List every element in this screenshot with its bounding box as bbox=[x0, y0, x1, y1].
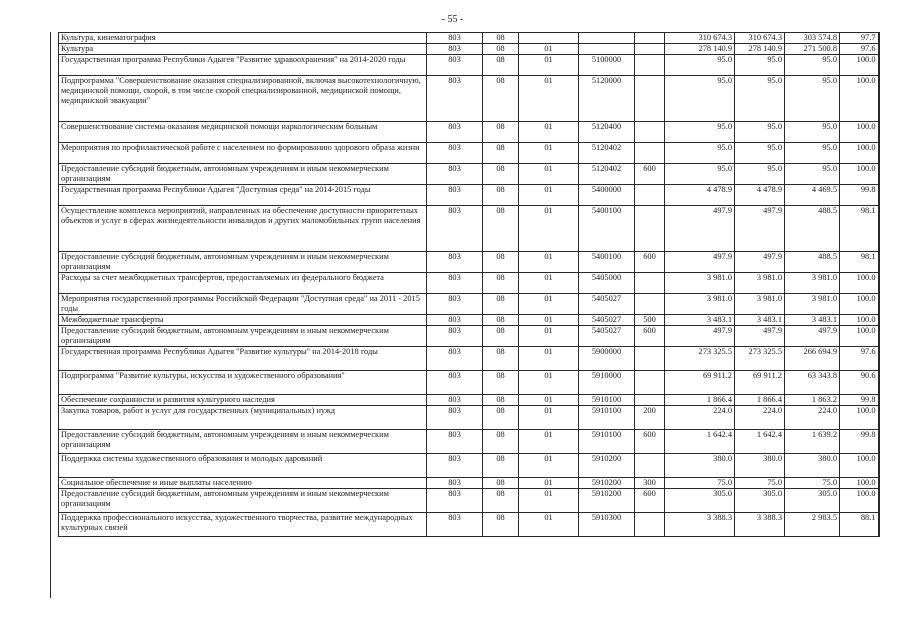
table-row bbox=[59, 55, 879, 76]
row-ministry-code: 803 bbox=[427, 76, 483, 122]
row-target-article bbox=[579, 44, 635, 55]
row-ministry-code: 803 bbox=[427, 326, 483, 347]
row-approved-amount: 273 325.5 bbox=[665, 347, 735, 371]
row-expense-type bbox=[635, 76, 665, 122]
row-approved-amount: 95.0 bbox=[665, 143, 735, 164]
row-target-article: 5405000 bbox=[579, 273, 635, 294]
row-approved-amount: 3 981.0 bbox=[665, 294, 735, 315]
row-adjusted-amount: 95.0 bbox=[735, 76, 785, 122]
table-row bbox=[59, 315, 879, 326]
row-subsection-code: 01 bbox=[519, 326, 579, 347]
row-execution-percent: 100.0 bbox=[840, 143, 879, 164]
row-execution-percent: 99.8 bbox=[840, 430, 879, 454]
row-adjusted-amount: 95.0 bbox=[735, 55, 785, 76]
row-executed-amount: 3 981.0 bbox=[785, 294, 840, 315]
row-subsection-code: 01 bbox=[519, 406, 579, 430]
row-name: Предоставление субсидий бюджетным, автономным учреждениям и иным некоммерческим организациям bbox=[59, 430, 427, 454]
row-adjusted-amount: 75.0 bbox=[735, 478, 785, 489]
row-ministry-code: 803 bbox=[427, 454, 483, 478]
row-name: Межбюджетные трансферты bbox=[59, 315, 427, 326]
row-expense-type: 600 bbox=[635, 489, 665, 513]
row-expense-type bbox=[635, 122, 665, 143]
table-row bbox=[59, 430, 879, 454]
row-approved-amount: 4 478.9 bbox=[665, 185, 735, 206]
row-subsection-code: 01 bbox=[519, 395, 579, 406]
row-adjusted-amount: 278 140.9 bbox=[735, 44, 785, 55]
row-subsection-code bbox=[519, 33, 579, 44]
row-execution-percent: 100.0 bbox=[840, 489, 879, 513]
row-name: Государственная программа Республики Адыгея "Развитие культуры" на 2014-2018 годы bbox=[59, 347, 427, 371]
row-expense-type bbox=[635, 347, 665, 371]
row-adjusted-amount: 69 911.2 bbox=[735, 371, 785, 395]
row-executed-amount: 4 469.5 bbox=[785, 185, 840, 206]
row-target-article: 5400000 bbox=[579, 185, 635, 206]
row-adjusted-amount: 380.0 bbox=[735, 454, 785, 478]
row-name: Предоставление субсидий бюджетным, автономным учреждениям и иным некоммерческим организациям bbox=[59, 326, 427, 347]
row-subsection-code: 01 bbox=[519, 478, 579, 489]
row-expense-type: 200 bbox=[635, 406, 665, 430]
row-target-article: 5910100 bbox=[579, 395, 635, 406]
row-name: Предоставление субсидий бюджетным, автономным учреждениям и иным некоммерческим организациям bbox=[59, 252, 427, 273]
row-adjusted-amount: 305.0 bbox=[735, 489, 785, 513]
row-adjusted-amount: 95.0 bbox=[735, 164, 785, 185]
row-target-article: 5120402 bbox=[579, 143, 635, 164]
row-name: Государственная программа Республики Адыгея "Доступная среда" на 2014-2015 годы bbox=[59, 185, 427, 206]
row-name: Мероприятия по профилактической работе с населением по формированию здорового образа жизни bbox=[59, 143, 427, 164]
row-approved-amount: 497.9 bbox=[665, 326, 735, 347]
row-name: Поддержка профессионального искусства, художественного творчества, развитие международных культурных связей bbox=[59, 513, 427, 537]
row-target-article: 5400100 bbox=[579, 252, 635, 273]
row-name: Культура bbox=[59, 44, 427, 55]
row-expense-type bbox=[635, 294, 665, 315]
row-executed-amount: 266 694.9 bbox=[785, 347, 840, 371]
row-approved-amount: 95.0 bbox=[665, 164, 735, 185]
row-execution-percent: 90.6 bbox=[840, 371, 879, 395]
row-subsection-code: 01 bbox=[519, 164, 579, 185]
row-ministry-code: 803 bbox=[427, 164, 483, 185]
row-ministry-code: 803 bbox=[427, 206, 483, 252]
row-ministry-code: 803 bbox=[427, 273, 483, 294]
row-expense-type bbox=[635, 206, 665, 252]
row-expense-type bbox=[635, 44, 665, 55]
row-approved-amount: 69 911.2 bbox=[665, 371, 735, 395]
row-expense-type bbox=[635, 33, 665, 44]
row-subsection-code: 01 bbox=[519, 273, 579, 294]
row-executed-amount: 75.0 bbox=[785, 478, 840, 489]
row-expense-type bbox=[635, 513, 665, 537]
row-section-code: 08 bbox=[483, 76, 519, 122]
row-subsection-code: 01 bbox=[519, 347, 579, 371]
row-expense-type bbox=[635, 371, 665, 395]
table-row bbox=[59, 395, 879, 406]
row-target-article: 5910200 bbox=[579, 478, 635, 489]
row-name: Обеспечение сохранности и развития культурного наследия bbox=[59, 395, 427, 406]
row-target-article: 5120000 bbox=[579, 76, 635, 122]
row-target-article: 5405027 bbox=[579, 315, 635, 326]
row-execution-percent: 100.0 bbox=[840, 76, 879, 122]
row-executed-amount: 224.0 bbox=[785, 406, 840, 430]
row-approved-amount: 380.0 bbox=[665, 454, 735, 478]
table-row bbox=[59, 44, 879, 55]
row-executed-amount: 63 343.8 bbox=[785, 371, 840, 395]
table-row bbox=[59, 76, 879, 122]
table-row bbox=[59, 122, 879, 143]
row-name: Осуществление комплекса мероприятий, направленных на обеспечение доступности приоритетных объектов и услуг в сферах жизнедеятельности инвалидов и других маломобильных групп населения bbox=[59, 206, 427, 252]
row-execution-percent: 98.1 bbox=[840, 252, 879, 273]
row-section-code: 08 bbox=[483, 454, 519, 478]
row-adjusted-amount: 497.9 bbox=[735, 252, 785, 273]
row-section-code: 08 bbox=[483, 252, 519, 273]
row-ministry-code: 803 bbox=[427, 294, 483, 315]
row-subsection-code: 01 bbox=[519, 206, 579, 252]
row-target-article bbox=[579, 33, 635, 44]
row-execution-percent: 100.0 bbox=[840, 326, 879, 347]
row-ministry-code: 803 bbox=[427, 185, 483, 206]
row-execution-percent: 100.0 bbox=[840, 122, 879, 143]
row-expense-type: 600 bbox=[635, 326, 665, 347]
table-row bbox=[59, 326, 879, 347]
row-executed-amount: 95.0 bbox=[785, 122, 840, 143]
row-ministry-code: 803 bbox=[427, 33, 483, 44]
row-approved-amount: 75.0 bbox=[665, 478, 735, 489]
row-execution-percent: 98.1 bbox=[840, 206, 879, 252]
row-executed-amount: 3 483.1 bbox=[785, 315, 840, 326]
row-execution-percent: 100.0 bbox=[840, 294, 879, 315]
row-ministry-code: 803 bbox=[427, 371, 483, 395]
row-executed-amount: 271 500.8 bbox=[785, 44, 840, 55]
row-approved-amount: 224.0 bbox=[665, 406, 735, 430]
row-subsection-code: 01 bbox=[519, 76, 579, 122]
row-adjusted-amount: 1 642.4 bbox=[735, 430, 785, 454]
row-target-article: 5910000 bbox=[579, 371, 635, 395]
row-name: Закупка товаров, работ и услуг для государственных (муниципальных) нужд bbox=[59, 406, 427, 430]
row-section-code: 08 bbox=[483, 315, 519, 326]
row-subsection-code: 01 bbox=[519, 143, 579, 164]
row-section-code: 08 bbox=[483, 371, 519, 395]
row-target-article: 5400100 bbox=[579, 206, 635, 252]
row-executed-amount: 95.0 bbox=[785, 143, 840, 164]
row-target-article: 5910100 bbox=[579, 430, 635, 454]
row-executed-amount: 95.0 bbox=[785, 76, 840, 122]
row-expense-type bbox=[635, 273, 665, 294]
row-approved-amount: 95.0 bbox=[665, 55, 735, 76]
row-executed-amount: 3 981.0 bbox=[785, 273, 840, 294]
row-section-code: 08 bbox=[483, 44, 519, 55]
row-execution-percent: 100.0 bbox=[840, 164, 879, 185]
row-adjusted-amount: 497.9 bbox=[735, 206, 785, 252]
row-approved-amount: 3 388.3 bbox=[665, 513, 735, 537]
row-executed-amount: 488.5 bbox=[785, 206, 840, 252]
row-target-article: 5405027 bbox=[579, 294, 635, 315]
row-section-code: 08 bbox=[483, 406, 519, 430]
table-row bbox=[59, 513, 879, 537]
row-target-article: 5100000 bbox=[579, 55, 635, 76]
row-expense-type bbox=[635, 395, 665, 406]
row-section-code: 08 bbox=[483, 430, 519, 454]
row-name: Расходы за счет межбюджетных трансфертов, предоставляемых из федерального бюджета bbox=[59, 273, 427, 294]
row-ministry-code: 803 bbox=[427, 55, 483, 76]
row-executed-amount: 303 574.8 bbox=[785, 33, 840, 44]
row-section-code: 08 bbox=[483, 347, 519, 371]
row-section-code: 08 bbox=[483, 185, 519, 206]
row-subsection-code: 01 bbox=[519, 294, 579, 315]
row-adjusted-amount: 4 478.9 bbox=[735, 185, 785, 206]
row-name: Предоставление субсидий бюджетным, автономным учреждениям и иным некоммерческим организациям bbox=[59, 489, 427, 513]
row-target-article: 5120402 bbox=[579, 164, 635, 185]
row-subsection-code: 01 bbox=[519, 315, 579, 326]
row-subsection-code: 01 bbox=[519, 489, 579, 513]
row-name: Предоставление субсидий бюджетным, автономным учреждениям и иным некоммерческим организациям bbox=[59, 164, 427, 185]
row-adjusted-amount: 310 674.3 bbox=[735, 33, 785, 44]
row-expense-type: 600 bbox=[635, 252, 665, 273]
table-row bbox=[59, 406, 879, 430]
row-adjusted-amount: 497.9 bbox=[735, 326, 785, 347]
table-row bbox=[59, 252, 879, 273]
page-number: - 55 - bbox=[441, 14, 464, 25]
row-subsection-code: 01 bbox=[519, 513, 579, 537]
row-subsection-code: 01 bbox=[519, 430, 579, 454]
table-row bbox=[59, 454, 879, 478]
row-execution-percent: 99.8 bbox=[840, 395, 879, 406]
row-executed-amount: 488.5 bbox=[785, 252, 840, 273]
left-margin-rule bbox=[50, 32, 51, 598]
table-row bbox=[59, 489, 879, 513]
row-ministry-code: 803 bbox=[427, 430, 483, 454]
table-row bbox=[59, 164, 879, 185]
row-expense-type: 600 bbox=[635, 164, 665, 185]
table-row bbox=[59, 478, 879, 489]
row-target-article: 5405027 bbox=[579, 326, 635, 347]
row-approved-amount: 278 140.9 bbox=[665, 44, 735, 55]
row-name: Культура, кинематография bbox=[59, 33, 427, 44]
row-target-article: 5120400 bbox=[579, 122, 635, 143]
table-row bbox=[59, 33, 879, 44]
row-section-code: 08 bbox=[483, 513, 519, 537]
row-executed-amount: 2 983.5 bbox=[785, 513, 840, 537]
row-name: Социальное обеспечение и иные выплаты населению bbox=[59, 478, 427, 489]
row-approved-amount: 1 642.4 bbox=[665, 430, 735, 454]
row-ministry-code: 803 bbox=[427, 395, 483, 406]
row-ministry-code: 803 bbox=[427, 489, 483, 513]
row-approved-amount: 3 981.0 bbox=[665, 273, 735, 294]
row-ministry-code: 803 bbox=[427, 478, 483, 489]
row-execution-percent: 100.0 bbox=[840, 273, 879, 294]
row-execution-percent: 97.6 bbox=[840, 347, 879, 371]
row-name: Мероприятия государственной программы Российской Федерации "Доступная среда" на 2011 - 2015 годы bbox=[59, 294, 427, 315]
row-ministry-code: 803 bbox=[427, 122, 483, 143]
row-approved-amount: 95.0 bbox=[665, 76, 735, 122]
row-execution-percent: 100.0 bbox=[840, 406, 879, 430]
row-approved-amount: 305.0 bbox=[665, 489, 735, 513]
row-target-article: 5910200 bbox=[579, 489, 635, 513]
row-executed-amount: 380.0 bbox=[785, 454, 840, 478]
row-subsection-code: 01 bbox=[519, 252, 579, 273]
row-subsection-code: 01 bbox=[519, 185, 579, 206]
row-name: Государственная программа Республики Адыгея "Развитие здравоохранения" на 2014-2020 годы bbox=[59, 55, 427, 76]
row-adjusted-amount: 273 325.5 bbox=[735, 347, 785, 371]
row-expense-type: 600 bbox=[635, 430, 665, 454]
row-ministry-code: 803 bbox=[427, 44, 483, 55]
row-target-article: 5910100 bbox=[579, 406, 635, 430]
row-approved-amount: 497.9 bbox=[665, 252, 735, 273]
row-adjusted-amount: 3 483.1 bbox=[735, 315, 785, 326]
row-name: Подпрограмма "Совершенствование оказания специализированной, включая высокотехнологичную, медицинской помощи, скорой, в том числе скорой специализированной, медицинской помощи, медицинской эвакуации" bbox=[59, 76, 427, 122]
row-approved-amount: 310 674.3 bbox=[665, 33, 735, 44]
row-adjusted-amount: 3 981.0 bbox=[735, 273, 785, 294]
row-ministry-code: 803 bbox=[427, 252, 483, 273]
row-executed-amount: 497.9 bbox=[785, 326, 840, 347]
row-subsection-code: 01 bbox=[519, 454, 579, 478]
row-execution-percent: 99.8 bbox=[840, 185, 879, 206]
row-target-article: 5900000 bbox=[579, 347, 635, 371]
table-row bbox=[59, 371, 879, 395]
row-expense-type bbox=[635, 185, 665, 206]
row-adjusted-amount: 95.0 bbox=[735, 143, 785, 164]
row-expense-type: 300 bbox=[635, 478, 665, 489]
table-row bbox=[59, 143, 879, 164]
row-name: Совершенствование системы оказания медицинской помощи наркологическим больным bbox=[59, 122, 427, 143]
row-executed-amount: 305.0 bbox=[785, 489, 840, 513]
row-execution-percent: 100.0 bbox=[840, 478, 879, 489]
row-adjusted-amount: 3 388.3 bbox=[735, 513, 785, 537]
row-section-code: 08 bbox=[483, 273, 519, 294]
row-section-code: 08 bbox=[483, 143, 519, 164]
row-approved-amount: 1 866.4 bbox=[665, 395, 735, 406]
row-ministry-code: 803 bbox=[427, 315, 483, 326]
row-ministry-code: 803 bbox=[427, 513, 483, 537]
row-expense-type: 500 bbox=[635, 315, 665, 326]
table-row bbox=[59, 206, 879, 252]
row-section-code: 08 bbox=[483, 122, 519, 143]
row-executed-amount: 1 863.2 bbox=[785, 395, 840, 406]
row-execution-percent: 100.0 bbox=[840, 55, 879, 76]
row-execution-percent: 100.0 bbox=[840, 454, 879, 478]
row-adjusted-amount: 224.0 bbox=[735, 406, 785, 430]
row-section-code: 08 bbox=[483, 489, 519, 513]
table-row bbox=[59, 294, 879, 315]
table-row bbox=[59, 185, 879, 206]
row-target-article: 5910300 bbox=[579, 513, 635, 537]
row-name: Поддержка системы художественного образования и молодых дарований bbox=[59, 454, 427, 478]
row-name: Подпрограмма "Развитие культуры, искусства и художественного образования" bbox=[59, 371, 427, 395]
row-subsection-code: 01 bbox=[519, 55, 579, 76]
row-section-code: 08 bbox=[483, 395, 519, 406]
row-section-code: 08 bbox=[483, 326, 519, 347]
row-execution-percent: 97.7 bbox=[840, 33, 879, 44]
row-execution-percent: 88.1 bbox=[840, 513, 879, 537]
row-section-code: 08 bbox=[483, 206, 519, 252]
row-subsection-code: 01 bbox=[519, 122, 579, 143]
row-subsection-code: 01 bbox=[519, 371, 579, 395]
row-section-code: 08 bbox=[483, 294, 519, 315]
row-ministry-code: 803 bbox=[427, 406, 483, 430]
row-expense-type bbox=[635, 55, 665, 76]
row-expense-type bbox=[635, 454, 665, 478]
row-adjusted-amount: 1 866.4 bbox=[735, 395, 785, 406]
row-section-code: 08 bbox=[483, 33, 519, 44]
row-subsection-code: 01 bbox=[519, 44, 579, 55]
budget-table bbox=[58, 32, 880, 537]
row-approved-amount: 3 483.1 bbox=[665, 315, 735, 326]
row-executed-amount: 95.0 bbox=[785, 164, 840, 185]
row-executed-amount: 1 639.2 bbox=[785, 430, 840, 454]
row-executed-amount: 95.0 bbox=[785, 55, 840, 76]
row-adjusted-amount: 3 981.0 bbox=[735, 294, 785, 315]
row-ministry-code: 803 bbox=[427, 143, 483, 164]
row-execution-percent: 97.6 bbox=[840, 44, 879, 55]
row-execution-percent: 100.0 bbox=[840, 315, 879, 326]
row-approved-amount: 497.9 bbox=[665, 206, 735, 252]
row-ministry-code: 803 bbox=[427, 347, 483, 371]
row-section-code: 08 bbox=[483, 478, 519, 489]
table-body bbox=[59, 33, 879, 537]
row-adjusted-amount: 95.0 bbox=[735, 122, 785, 143]
row-section-code: 08 bbox=[483, 55, 519, 76]
row-expense-type bbox=[635, 143, 665, 164]
row-approved-amount: 95.0 bbox=[665, 122, 735, 143]
row-target-article: 5910200 bbox=[579, 454, 635, 478]
table-row bbox=[59, 347, 879, 371]
table-row bbox=[59, 273, 879, 294]
row-section-code: 08 bbox=[483, 164, 519, 185]
